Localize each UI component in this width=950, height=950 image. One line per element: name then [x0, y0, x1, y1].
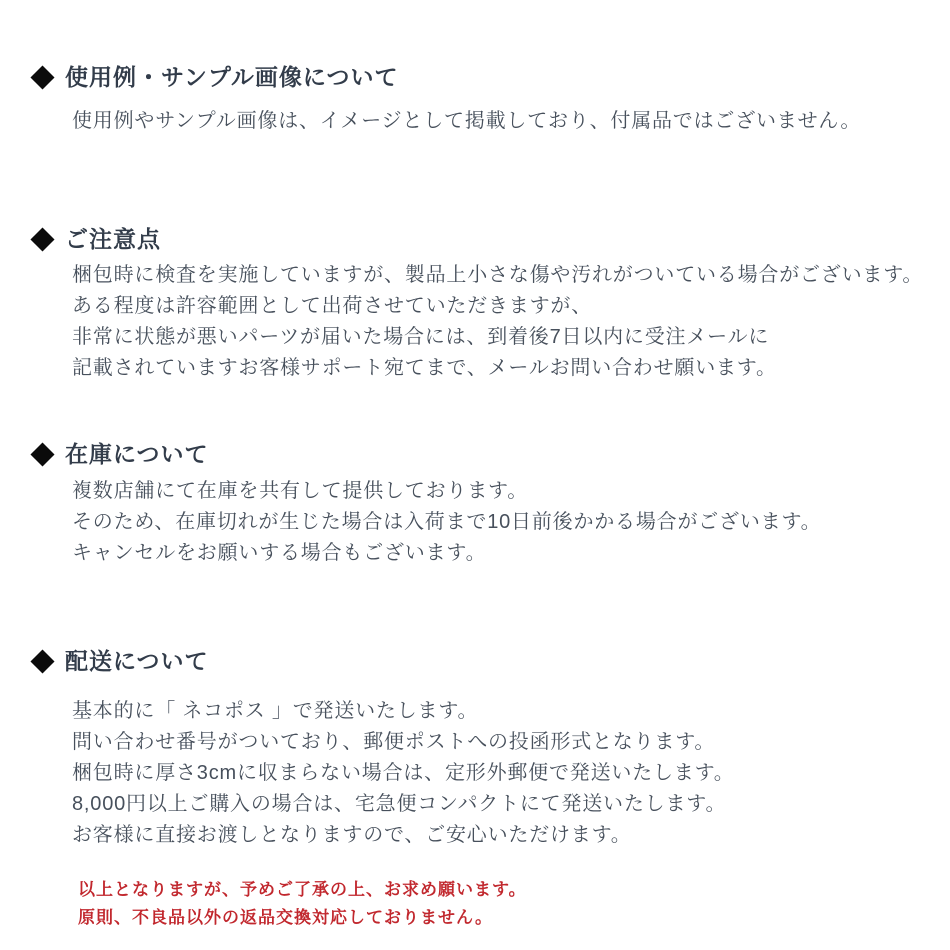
- section-header-shipping: [28, 647, 209, 675]
- section-title-sample-images: 使用例・サンプル画像について: [65, 64, 399, 90]
- warning-line: 以上となりますが、予めご了承の上、お求め願います。: [78, 880, 527, 899]
- section-body-cautions: [72, 260, 923, 384]
- warning-line: 原則、不良品以外の返品交換対応しておりません。: [78, 908, 494, 927]
- body-line: キャンセルをお願いする場合もございます。: [72, 542, 487, 564]
- section-title-cautions: ご注意点: [65, 226, 161, 252]
- section-title-stock: 在庫について: [65, 441, 209, 467]
- body-line: 8,000円以上ご購入の場合は、宅急便コンパクトにて発送いたします。: [72, 793, 727, 815]
- body-line: 問い合わせ番号がついており、郵便ポストへの投函形式となります。: [72, 731, 716, 753]
- body-line: お客様に直接お渡しとなりますので、ご安心いただけます。: [72, 824, 632, 846]
- body-line: そのため、在庫切れが生じた場合は入荷まで10日前後かかる場合がございます。: [72, 511, 822, 533]
- section-header-sample-images: [28, 63, 398, 91]
- diamond-bullet-icon: [30, 442, 54, 466]
- diamond-bullet-icon: [30, 65, 54, 89]
- section-body-shipping: [72, 696, 735, 851]
- body-line: ある程度は許容範囲として出荷させていただきますが、: [72, 295, 592, 317]
- body-line: 梱包時に検査を実施していますが、製品上小さな傷や汚れがついている場合がございます。: [72, 264, 924, 286]
- diamond-bullet-icon: [30, 227, 54, 251]
- section-body-stock: [72, 476, 821, 569]
- body-line: 梱包時に厚さ3cmに収まらない場合は、定形外郵便で発送いたします。: [72, 762, 735, 784]
- section-header-stock: [28, 440, 209, 468]
- body-line: 使用例やサンプル画像は、イメージとして掲載しており、付属品ではございません。: [72, 110, 862, 132]
- body-line: 複数店舗にて在庫を共有して提供しております。: [72, 480, 528, 502]
- diamond-bullet-icon: [30, 649, 54, 673]
- body-line: 記載されていますお客様サポート宛てまで、メールお問い合わせ願います。: [72, 357, 777, 379]
- warning-notice: [78, 876, 527, 932]
- section-header-cautions: [28, 225, 161, 253]
- body-line: 非常に状態が悪いパーツが届いた場合には、到着後7日以内に受注メールに: [72, 326, 770, 348]
- section-body-sample-images: [72, 106, 861, 137]
- section-title-shipping: 配送について: [65, 648, 209, 674]
- body-line: 基本的に「 ネコポス 」で発送いたします。: [72, 700, 479, 722]
